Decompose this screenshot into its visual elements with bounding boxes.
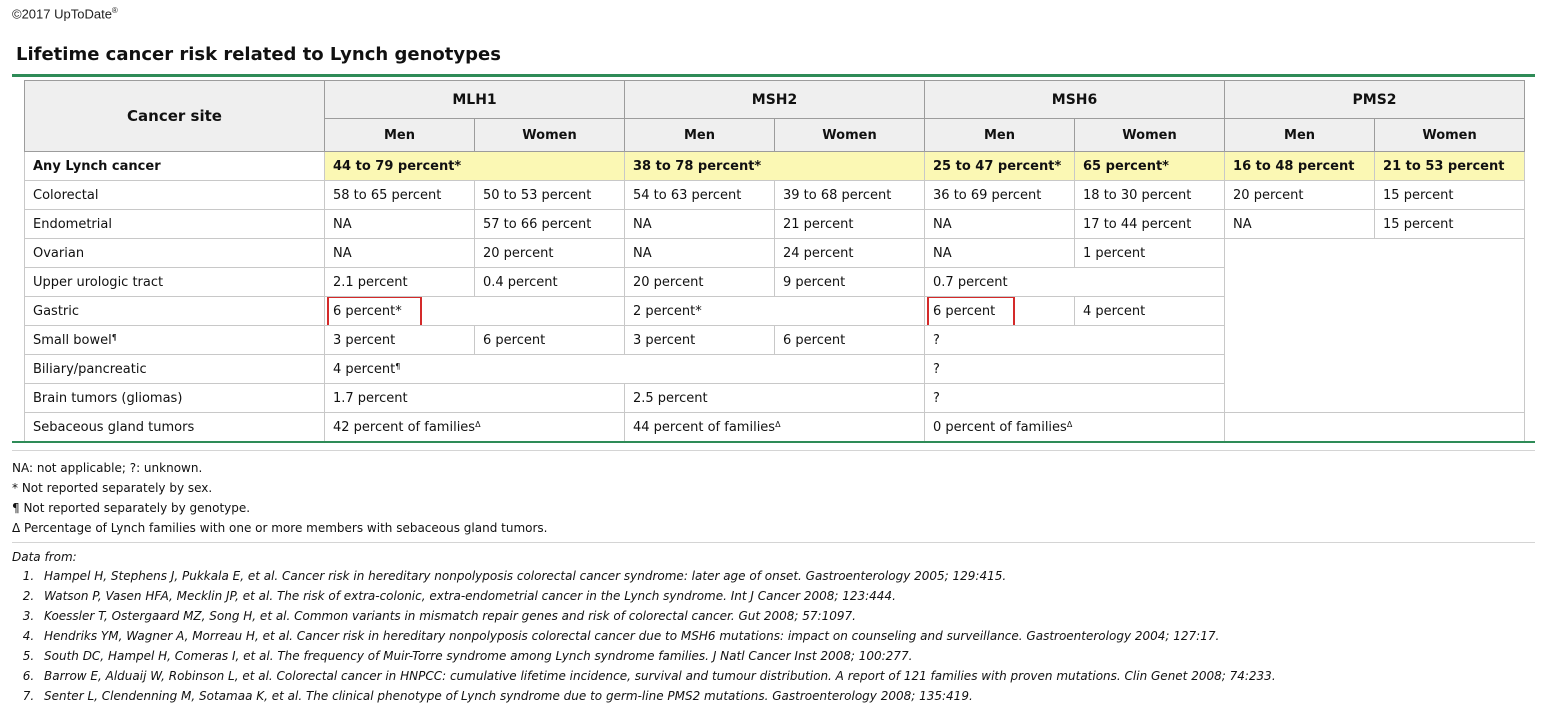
reference-item: 7. Senter L, Clendenning M, Sotamaa K, et al. The clinical phenotype of Lynch syndrome due to germ-line PMS2 mutations. Gastroenterology 2008; 135:419. bbox=[38, 686, 1276, 706]
cell-text: 4 percent bbox=[333, 361, 396, 377]
msh6-women-header: Women bbox=[1075, 119, 1225, 152]
cell-msh6-men: NA bbox=[925, 210, 1075, 239]
cell-text: 42 percent of families bbox=[333, 419, 476, 435]
cell-msh2 bbox=[625, 413, 925, 442]
cell-msh6: 0.7 percent bbox=[925, 268, 1225, 297]
cell-text: 0 percent of families bbox=[933, 419, 1067, 435]
registered-mark: ® bbox=[111, 6, 118, 15]
divider bbox=[12, 542, 1535, 543]
cell-mlh1-women: 20 percent bbox=[475, 239, 625, 268]
data-from-label: Data from: bbox=[12, 550, 77, 564]
reference-item: 6. Barrow E, Alduaij W, Robinson L, et al. Colorectal cancer in HNPCC: cumulative lifetime incidence, survival and tumour distribution. A report of 121 families with proven mutations. Clin Genet 2008; 74:233. bbox=[38, 666, 1276, 686]
cell-mlh1-women: 0.4 percent bbox=[475, 268, 625, 297]
reference-item: 4. Hendriks YM, Wagner A, Morreau H, et al. Cancer risk in hereditary nonpolyposis colorectal cancer due to MSH6 mutations: impact on counseling and surveillance. Gastroenterology 2004; 127:17. bbox=[38, 626, 1276, 646]
cell-msh2-women: 21 percent bbox=[775, 210, 925, 239]
cell-msh6-men: 36 to 69 percent bbox=[925, 181, 1075, 210]
footnote: NA: not applicable; ?: unknown. bbox=[12, 461, 203, 475]
table-row-colorectal bbox=[25, 181, 1525, 210]
cell-mlh1-men: 58 to 65 percent bbox=[325, 181, 475, 210]
table-top-rule bbox=[12, 74, 1535, 77]
cell-msh2-women: 24 percent bbox=[775, 239, 925, 268]
cell-msh2-men: 3 percent bbox=[625, 326, 775, 355]
row-label: Colorectal bbox=[25, 181, 325, 210]
page-title: Lifetime cancer risk related to Lynch genotypes bbox=[16, 44, 501, 65]
cell-pms2-men: NA bbox=[1225, 210, 1375, 239]
mlh1-men-header: Men bbox=[325, 119, 475, 152]
cell-pms2-empty bbox=[1225, 239, 1525, 413]
row-label: Upper urologic tract bbox=[25, 268, 325, 297]
highlight-box-msh6-gastric: 6 percent bbox=[933, 302, 1009, 321]
cell-mlh1-women: 57 to 66 percent bbox=[475, 210, 625, 239]
reference-item: 1. Hampel H, Stephens J, Pukkala E, et al. Cancer risk in hereditary nonpolyposis colorectal cancer syndrome: later age of onset. Gastroenterology 2005; 129:415. bbox=[38, 566, 1276, 586]
table-row-any-lynch bbox=[25, 152, 1525, 181]
copyright-text: ©2017 UpToDate bbox=[12, 6, 112, 22]
cell-msh2-men: NA bbox=[625, 239, 775, 268]
row-label: Gastric bbox=[25, 297, 325, 326]
cell-pms2-women: 15 percent bbox=[1375, 181, 1525, 210]
cell-msh6-women: 17 to 44 percent bbox=[1075, 210, 1225, 239]
cell-mlh1-men: NA bbox=[325, 239, 475, 268]
pilcrow-mark: ¶ bbox=[395, 361, 401, 371]
msh6-men-header: Men bbox=[925, 119, 1075, 152]
cell-text: 44 percent of families bbox=[633, 419, 776, 435]
cell-pms2-women: 15 percent bbox=[1375, 210, 1525, 239]
cell-msh6: ? bbox=[925, 355, 1225, 384]
cell-msh6-women: 1 percent bbox=[1075, 239, 1225, 268]
cell-msh2: 38 to 78 percent* bbox=[625, 152, 925, 181]
gene-header-mlh1: MLH1 bbox=[325, 81, 625, 119]
cell-msh6: ? bbox=[925, 384, 1225, 413]
divider bbox=[12, 450, 1535, 451]
row-label bbox=[25, 326, 325, 355]
reference-list bbox=[12, 566, 1276, 706]
cell-msh2-men: 20 percent bbox=[625, 268, 775, 297]
cell-msh6-women: 18 to 30 percent bbox=[1075, 181, 1225, 210]
reference-item: 2. Watson P, Vasen HFA, Mecklin JP, et al. The risk of extra-colonic, extra-endometrial cancer in the Lynch syndrome. Int J Cancer 2008; 123:444. bbox=[38, 586, 1276, 606]
pms2-men-header: Men bbox=[1225, 119, 1375, 152]
cell-msh6-men bbox=[925, 297, 1075, 326]
cell-mlh1-men: 3 percent bbox=[325, 326, 475, 355]
cell-msh2-men: NA bbox=[625, 210, 775, 239]
footnotes bbox=[12, 458, 547, 538]
cell-mlh1-men: 2.1 percent bbox=[325, 268, 475, 297]
row-label: Endometrial bbox=[25, 210, 325, 239]
pms2-women-header: Women bbox=[1375, 119, 1525, 152]
mlh1-women-header: Women bbox=[475, 119, 625, 152]
cell-msh6-men: NA bbox=[925, 239, 1075, 268]
cell-mlh1-msh2 bbox=[325, 355, 925, 384]
gene-header-msh6: MSH6 bbox=[925, 81, 1225, 119]
table-row-endometrial bbox=[25, 210, 1525, 239]
reference-item: 3. Koessler T, Ostergaard MZ, Song H, et al. Common variants in mismatch repair genes and risk of colorectal cancer. Gut 2008; 57:1097. bbox=[38, 606, 1276, 626]
cell-msh2: 2.5 percent bbox=[625, 384, 925, 413]
cell-mlh1-men: NA bbox=[325, 210, 475, 239]
cell-msh6-men: 25 to 47 percent* bbox=[925, 152, 1075, 181]
msh2-men-header: Men bbox=[625, 119, 775, 152]
cell-msh2-men: 54 to 63 percent bbox=[625, 181, 775, 210]
gene-header-msh2: MSH2 bbox=[625, 81, 925, 119]
cell-mlh1-women: 6 percent bbox=[475, 326, 625, 355]
row-label: Biliary/pancreatic bbox=[25, 355, 325, 384]
delta-mark: Δ bbox=[775, 419, 781, 429]
table-bottom-rule bbox=[12, 441, 1535, 443]
cell-msh6: ? bbox=[925, 326, 1225, 355]
cell-pms2-men: 16 to 48 percent bbox=[1225, 152, 1375, 181]
cell-mlh1-women: 50 to 53 percent bbox=[475, 181, 625, 210]
cancer-risk-table bbox=[24, 80, 1525, 442]
footnote: ¶ Not reported separately by genotype. bbox=[12, 501, 251, 515]
cell-pms2-men: 20 percent bbox=[1225, 181, 1375, 210]
delta-mark: Δ bbox=[1066, 419, 1073, 429]
row-label: Brain tumors (gliomas) bbox=[25, 384, 325, 413]
pilcrow-mark: ¶ bbox=[111, 332, 117, 342]
cell-msh2-women: 6 percent bbox=[775, 326, 925, 355]
row-label-text: Small bowel bbox=[33, 332, 112, 348]
delta-mark: Δ bbox=[475, 419, 481, 429]
row-label: Sebaceous gland tumors bbox=[25, 413, 325, 442]
cell-msh6 bbox=[925, 413, 1225, 442]
copyright-notice bbox=[12, 6, 118, 21]
footnote: * Not reported separately by sex. bbox=[12, 481, 213, 495]
reference-item: 5. South DC, Hampel H, Comeras I, et al. The frequency of Muir-Torre syndrome among Lynch syndrome families. J Natl Cancer Inst 2008; 100:277. bbox=[38, 646, 1276, 666]
highlight-box-mlh1-gastric: 6 percent* bbox=[333, 302, 416, 321]
gene-header-pms2: PMS2 bbox=[1225, 81, 1525, 119]
cell-pms2-empty bbox=[1225, 413, 1525, 442]
cell-mlh1: 1.7 percent bbox=[325, 384, 625, 413]
table-row-ovarian bbox=[25, 239, 1525, 268]
cell-mlh1: 44 to 79 percent* bbox=[325, 152, 625, 181]
row-label: Ovarian bbox=[25, 239, 325, 268]
cell-msh6-women: 65 percent* bbox=[1075, 152, 1225, 181]
row-label: Any Lynch cancer bbox=[25, 152, 325, 181]
cell-msh6-women: 4 percent bbox=[1075, 297, 1225, 326]
cancer-site-header: Cancer site bbox=[25, 81, 325, 152]
cell-pms2-women: 21 to 53 percent bbox=[1375, 152, 1525, 181]
table-row-sebaceous bbox=[25, 413, 1525, 442]
cell-msh2-women: 39 to 68 percent bbox=[775, 181, 925, 210]
cell-mlh1 bbox=[325, 297, 625, 326]
footnote: Δ Percentage of Lynch families with one or more members with sebaceous gland tumors. bbox=[12, 521, 548, 535]
cell-msh2: 2 percent* bbox=[625, 297, 925, 326]
cell-msh2-women: 9 percent bbox=[775, 268, 925, 297]
msh2-women-header: Women bbox=[775, 119, 925, 152]
cell-mlh1 bbox=[325, 413, 625, 442]
